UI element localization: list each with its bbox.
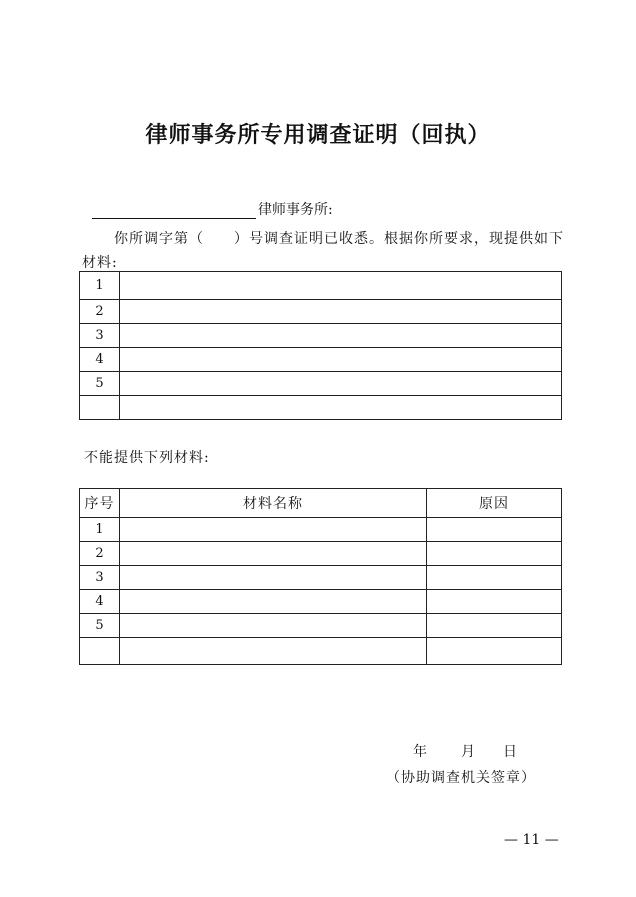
firm-suffix: 律师事务所: [258,202,333,218]
table-row [80,300,562,324]
material-cell [120,324,562,348]
table-row [80,372,562,396]
table-row [80,638,562,665]
table-row [80,396,562,420]
material-cell [120,348,562,372]
header-num: 序号 [80,489,120,518]
material-cell [120,396,562,420]
paragraph-part2: ）号调查证明已收悉。根据你所要求，现提供如下材料: [82,231,564,271]
header-reason: 原因 [427,489,562,518]
material-name-cell [120,518,427,542]
unavailable-label: 不能提供下列材料: [84,450,210,466]
reason-cell [427,638,562,665]
date-month: 月 [461,744,475,760]
date-year: 年 [413,744,427,760]
row-number: 3 [80,324,120,348]
table-row [80,518,562,542]
table-row [80,614,562,638]
table-header-row [80,489,562,518]
reason-cell [427,542,562,566]
row-number: 5 [80,614,120,638]
material-name-cell [120,614,427,638]
date-day: 日 [503,744,517,760]
row-number: 1 [80,272,120,300]
row-number: 2 [80,300,120,324]
document-title: 律师事务所专用调查证明（回执） [145,122,491,148]
row-number [80,396,120,420]
row-number: 3 [80,566,120,590]
table-row [80,272,562,300]
firm-line [92,199,333,219]
table-row [80,542,562,566]
material-cell [120,272,562,300]
row-number: 4 [80,348,120,372]
reason-cell [427,518,562,542]
reason-cell [427,590,562,614]
row-number: 1 [80,518,120,542]
material-name-cell [120,542,427,566]
receipt-paragraph [82,227,564,275]
firm-name-blank [92,204,256,219]
table-row [80,324,562,348]
unavailable-materials-table [79,488,562,665]
table-row [80,566,562,590]
seal-line: （协助调查机关签章） [386,770,536,786]
row-number [80,638,120,665]
header-name: 材料名称 [120,489,427,518]
row-number: 4 [80,590,120,614]
reason-cell [427,566,562,590]
material-name-cell [120,590,427,614]
material-cell [120,372,562,396]
paragraph-part1: 你所调字第（ [114,231,204,247]
table-row [80,590,562,614]
page-number: — 11 — [504,832,559,848]
material-name-cell [120,566,427,590]
material-cell [120,300,562,324]
date-line [413,741,517,761]
provided-materials-table [79,271,562,420]
row-number: 5 [80,372,120,396]
reason-cell [427,614,562,638]
material-name-cell [120,638,427,665]
table-row [80,348,562,372]
row-number: 2 [80,542,120,566]
